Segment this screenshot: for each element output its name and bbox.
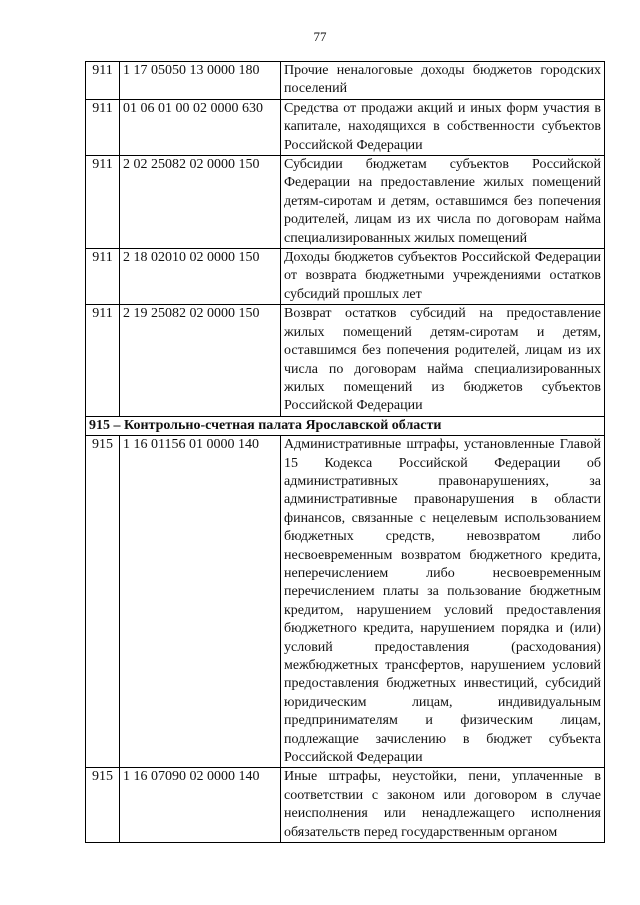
table-row (86, 768, 605, 843)
income-name-cell: Субсидии бюджетам субъектов Российской Федерации на предоставление жилых помещений детям-сиротам и детям, оставшимся без попечения родителей, лицам из их числа по договорам найма специализированных жилых помещений (281, 156, 605, 249)
table-row (86, 62, 605, 100)
admin-code-cell: 911 (86, 305, 120, 416)
admin-code-cell: 911 (86, 62, 120, 100)
income-name-cell: Возврат остатков субсидий на предоставление жилых помещений детям-сиротам и детям, оставшимся без попечения родителей, лицам из их числа по договорам найма специализированных жилых помещений из бюджетов субъектов Российской Федерации (281, 305, 605, 416)
budget-code-cell: 2 02 25082 02 0000 150 (120, 156, 281, 249)
income-name-cell: Прочие неналоговые доходы бюджетов городских поселений (281, 62, 605, 100)
income-name-cell: Административные штрафы, установленные Главой 15 Кодекса Российской Федерации об административных правонарушениях, за административные правонарушения в области финансов, связанные с нецелевым использованием бюджетных средств, невозвратом либо несвоевременным возвратом бюджетного кредита, неперечислением либо несвоевременным перечислением платы за пользование бюджетным кредитом, нарушением условий предоставления бюджетного кредита, нарушением порядка и (или) условий предоставления (расходования) межбюджетных трансфертов, нарушением условий предоставления бюджетных инвестиций, субсидий юридическим лицам, индивидуальным предпринимателям и физическим лицам, подлежащие зачислению в бюджет субъекта Российской Федерации (281, 436, 605, 768)
admin-code-cell: 915 (86, 768, 120, 843)
budget-code-cell: 1 16 07090 02 0000 140 (120, 768, 281, 843)
income-name-cell: Средства от продажи акций и иных форм участия в капитале, находящихся в собственности субъектов Российской Федерации (281, 99, 605, 155)
budget-code-cell: 1 17 05050 13 0000 180 (120, 62, 281, 100)
income-name-cell: Доходы бюджетов субъектов Российской Федерации от возврата бюджетными учреждениями остатков субсидий прошлых лет (281, 249, 605, 305)
section-header: 915 – Контрольно-счетная палата Ярославской области (86, 416, 605, 435)
page-number: 77 (313, 29, 327, 44)
section-header-row (86, 416, 605, 435)
admin-code-cell: 911 (86, 99, 120, 155)
table-row (86, 99, 605, 155)
table-row (86, 249, 605, 305)
budget-codes-table (85, 61, 605, 843)
admin-code-cell: 911 (86, 156, 120, 249)
budget-code-cell: 2 19 25082 02 0000 150 (120, 305, 281, 416)
admin-code-cell: 915 (86, 436, 120, 768)
budget-code-cell: 2 18 02010 02 0000 150 (120, 249, 281, 305)
budget-code-cell: 1 16 01156 01 0000 140 (120, 436, 281, 768)
income-name-cell: Иные штрафы, неустойки, пени, уплаченные в соответствии с законом или договором в случае неисполнения или ненадлежащего исполнения обязательств перед государственным органом (281, 768, 605, 843)
admin-code-cell: 911 (86, 249, 120, 305)
budget-code-cell: 01 06 01 00 02 0000 630 (120, 99, 281, 155)
table-row (86, 436, 605, 768)
table-row (86, 305, 605, 416)
table-row (86, 156, 605, 249)
